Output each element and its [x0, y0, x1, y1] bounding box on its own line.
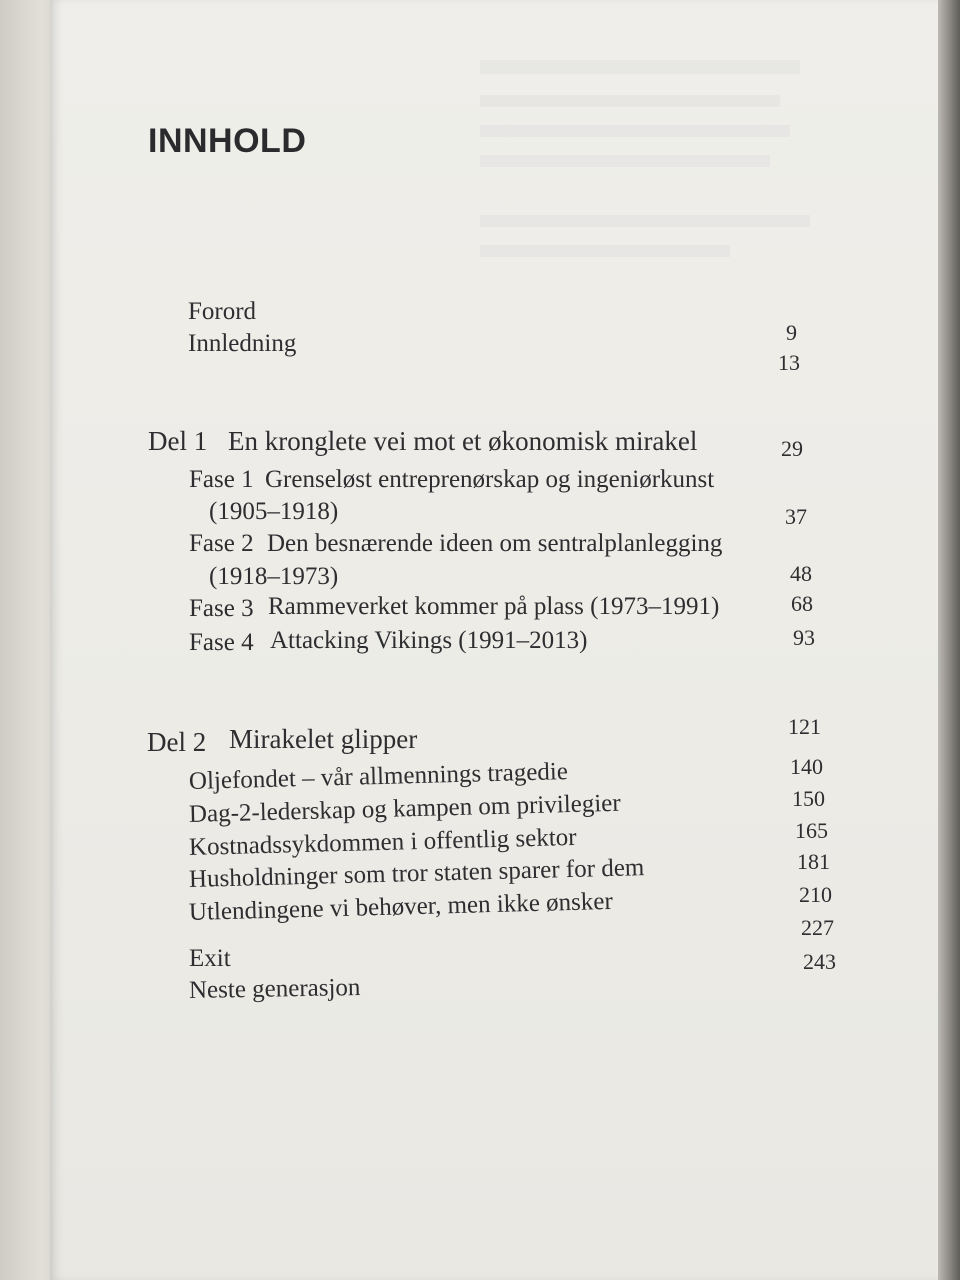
toc-entry-page: 13 — [778, 350, 800, 375]
chapter-page: 68 — [791, 591, 813, 616]
background-shadow — [938, 0, 960, 1280]
chapter-label: Fase 4 — [189, 629, 254, 656]
toc-entry-page: 9 — [786, 320, 797, 345]
contents-heading: INNHOLD — [148, 122, 307, 160]
chapter-page: 48 — [790, 561, 812, 586]
chapter-page: 243 — [803, 949, 836, 974]
part-title: Mirakelet glipper — [229, 724, 418, 754]
chapter-title-continued: (1905–1918) — [209, 498, 339, 525]
chapter-label: Fase 3 — [189, 595, 254, 622]
chapter-page: 93 — [793, 625, 815, 650]
chapter-page: 165 — [795, 818, 828, 843]
part-label: Del 2 — [147, 727, 207, 757]
chapter-title: Rammeverket kommer på plass (1973–1991) — [268, 593, 720, 620]
chapter-title: Husholdninger som tror staten sparer for dem — [188, 854, 645, 893]
chapter-title: Grenseløst entreprenørskap og ingeniørkunst — [265, 466, 715, 493]
part-page: 29 — [781, 436, 803, 461]
toc-entry-title: Forord — [188, 298, 257, 325]
chapter-label: Fase 2 — [189, 530, 254, 557]
chapter-title: Kostnadssykdommen i offentlig sektor — [188, 823, 577, 861]
chapter-title: Oljefondet – vår allmennings tragedie — [188, 758, 569, 795]
chapter-title-continued: (1918–1973) — [209, 563, 339, 590]
toc-entry-title: Innledning — [188, 330, 297, 357]
chapter-page: 150 — [792, 786, 825, 811]
chapter-title: Utlendingene vi behøver, men ikke ønsker — [188, 887, 614, 926]
chapter-title: Neste generasjon — [188, 974, 361, 1004]
chapter-page: 140 — [790, 754, 823, 779]
part-page: 121 — [788, 714, 821, 739]
chapter-label: Fase 1 — [189, 466, 254, 493]
chapter-title: Attacking Vikings (1991–2013) — [270, 627, 588, 654]
chapter-title: Dag-2-lederskap og kampen om privilegier — [188, 789, 622, 828]
chapter-page: 181 — [797, 849, 830, 874]
chapter-title: Exit — [189, 945, 231, 972]
chapter-page: 210 — [799, 882, 832, 907]
part-title: En kronglete vei mot et økonomisk mirakel — [228, 426, 698, 456]
chapter-title: Den besnærende ideen om sentralplanlegging — [267, 530, 723, 557]
part-label: Del 1 — [148, 426, 208, 456]
chapter-page: 37 — [785, 504, 807, 529]
chapter-page: 227 — [801, 915, 834, 940]
